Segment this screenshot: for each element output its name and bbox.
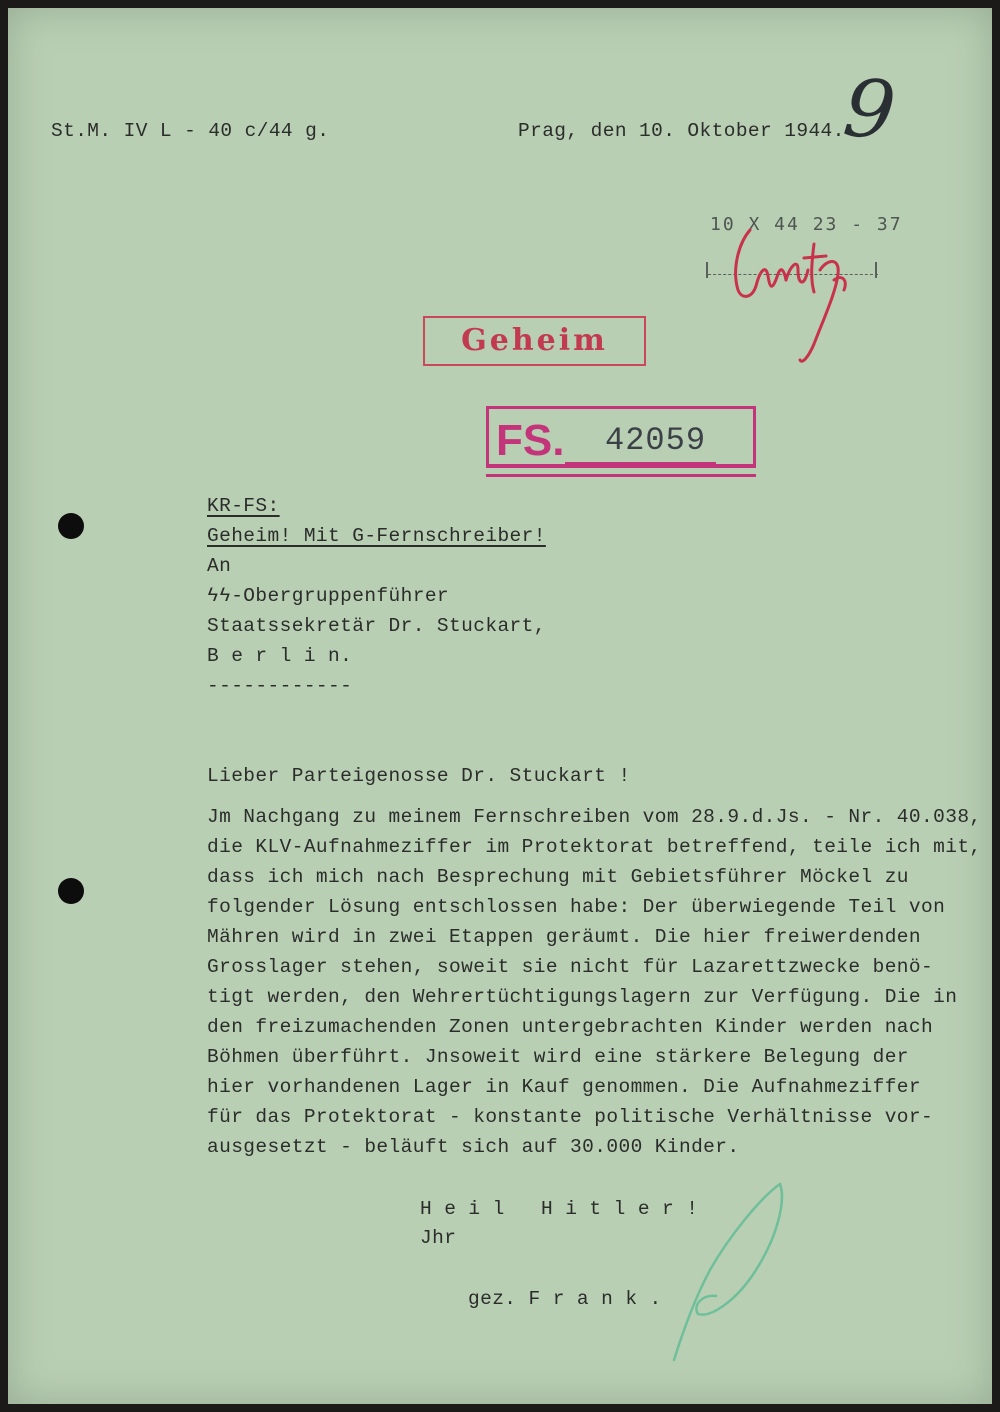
body-line: Böhmen überführt. Jnsoweit wird eine stärkere Belegung der — [207, 1046, 909, 1068]
fs-stamp-label: FS. — [496, 416, 565, 465]
red-initials-signature — [736, 230, 846, 361]
closing-jhr: Jhr — [420, 1227, 457, 1249]
address-line-city: B e r l i n. — [207, 645, 353, 667]
closing-signature: gez. F r a n k . — [468, 1288, 662, 1310]
geheim-stamp: Geheim — [423, 316, 646, 366]
address-line-rank: ϟϟ-Obergruppenführer — [207, 585, 450, 607]
body-line: Grosslager stehen, soweit sie nicht für Lazarettzwecke benö- — [207, 956, 934, 978]
body-line: den freizumachenden Zonen untergebrachten Kinder werden nach — [207, 1016, 934, 1038]
salutation: Lieber Parteigenosse Dr. Stuckart ! — [207, 765, 631, 787]
body-line: die KLV-Aufnahmeziffer im Protektorat betreffend, teile ich mit, — [207, 836, 982, 858]
address-line-name: Staatssekretär Dr. Stuckart, — [207, 615, 546, 637]
address-line-an: An — [207, 555, 232, 577]
document-page — [8, 8, 992, 1404]
body-line: für das Protektorat - konstante politische Verhältnisse vor- — [207, 1106, 934, 1128]
place-date: Prag, den 10. Oktober 1944. — [518, 120, 845, 142]
body-line: dass ich mich nach Besprechung mit Gebietsführer Möckel zu — [207, 866, 909, 888]
body-line: Jm Nachgang zu meinem Fernschreiben vom 28.9.d.Js. - Nr. 40.038, — [207, 806, 982, 828]
address-line-geheim: Geheim! Mit G-Fernschreiber! — [207, 525, 546, 547]
page-number: 9 — [839, 60, 900, 159]
body-line: hier vorhandenen Lager in Kauf genommen. Die Aufnahmeziffer — [207, 1076, 922, 1098]
body-line: ausgesetzt - beläuft sich auf 30.000 Kinder. — [207, 1136, 740, 1158]
handwriting-overlay — [8, 8, 992, 1404]
address-divider: ------------ — [207, 675, 353, 697]
entry-stamp-number: 10 X 44 23 - 37 — [710, 214, 903, 235]
reference-number: St.M. IV L - 40 c/44 g. — [51, 120, 330, 142]
closing-greeting: H e i l H i t l e r ! — [420, 1198, 699, 1220]
body-line: tigt werden, den Wehrertüchtigungslagern zur Verfügung. Die in — [207, 986, 958, 1008]
address-line-kr-fs: KR-FS: — [207, 495, 280, 517]
fs-stamp-number: 42059 — [605, 422, 707, 459]
green-signature — [674, 1184, 782, 1360]
body-line: Mähren wird in zwei Etappen geräumt. Die hier freiwerdenden — [207, 926, 922, 948]
body-line: folgender Lösung entschlossen habe: Der überwiegende Teil von — [207, 896, 946, 918]
